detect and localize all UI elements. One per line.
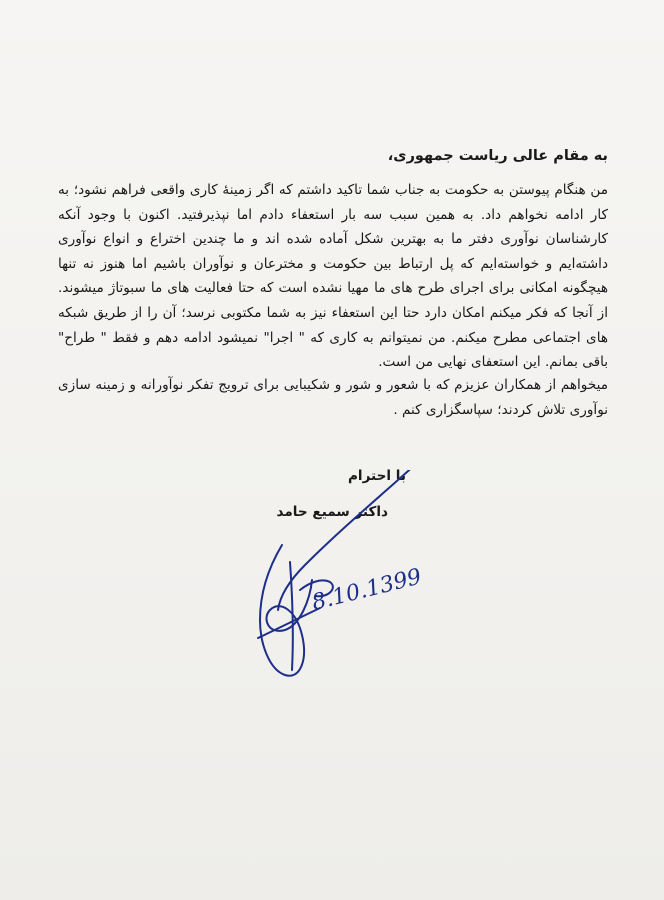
- closing-regards: با احترام: [347, 468, 406, 484]
- body-paragraph-1: من هنگام پیوستن به حکومت به جناب شما تاکید داشتم که اگر زمینهٔ کاری واقعی فراهم نشود؛ به کار ادامه نخواهم داد. به همین سبب سه بار استعفاء دادم اما نپذیرفتید. اکنون با وجود آنکه کارشناسان نوآوری دفتر ما به بهترین شکل آماده شده اند و ما چندین اختراع و انواع نوآوری داشته‌ایم و خواسته‌ایم که پل ارتباط بین حکومت و مخترعان و نوآوران باشیم اما هنوز نه تنها هیچگونه امکانی برای اجرای طرح های ما مهیا نشده است که حتا فعالیت های ما سبوتاژ میشوند. از آنجا که فکر میکنم امکان دارد حتا این استعفاء نیز به شما مکتوبی نرسد؛ آن را از طریق شبکه های اجتماعی مطرح میکنم. من نمیتوانم به کاری که " اجرا" نمیشود ادامه دهم و فقط " طراح" باقی بمانم. این استعفای نهایی من است.: [58, 182, 608, 371]
- handwritten-signature: [230, 470, 470, 700]
- handwritten-date: 8.10.1399: [309, 564, 425, 616]
- body-paragraph-2: میخواهم از همکاران عزیزم که با شعور و شور و شکیبایی برای ترویج تفکر نوآورانه و زمینه سازی نوآوری تلاش کردند؛ سپاسگزاری کنم .: [58, 377, 608, 418]
- salutation: به مقام عالی ریاست جمهوری،: [387, 148, 608, 164]
- signer-name: داکتر سمیع حامد: [276, 504, 388, 520]
